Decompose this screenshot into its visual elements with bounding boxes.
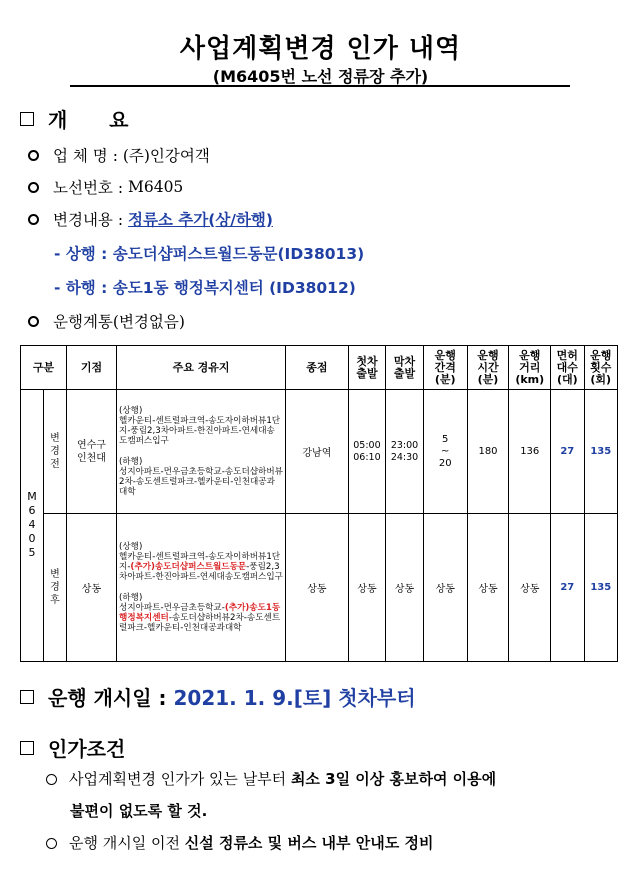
before-interval-mid: ~: [441, 445, 450, 457]
before-interval-top: 5: [442, 433, 449, 445]
after-via-up-a: 헬카운티-센트럴파크역-송도자이하버뷰1단지-: [119, 551, 281, 573]
bullet-circle-icon: [28, 182, 39, 193]
checkbox-square-icon: [20, 741, 34, 755]
route-table: [20, 345, 618, 662]
before-via-down-head: (하행): [119, 456, 143, 467]
after-via-up-head: (상행): [119, 541, 143, 552]
bullet-circle-icon: [28, 214, 39, 225]
conditions-heading-text: 인가조건: [48, 737, 126, 761]
conditions-heading: [20, 733, 125, 762]
change-item: [28, 208, 273, 230]
before-buses: 27: [551, 390, 584, 514]
condition-2: [46, 832, 433, 853]
route-id-vertical: [21, 390, 44, 662]
after-distance: 상동: [509, 514, 551, 662]
after-via-up-b: -풍림2,3차아파트-한진아파트-연세대송도캠퍼스입구: [119, 562, 283, 583]
operation-text: 운행계통(변경없음): [53, 313, 185, 331]
company-label: 업 체 명 :: [53, 147, 123, 165]
before-via-up: 헬카운티-센트럴파크역-송도자이하버뷰1단지-풍림2,3차아파트-한진아파트-연세대송도캠퍼스입구: [119, 415, 281, 447]
after-via-down-b: -송도더샵하버뷰2차-송도센트럴파크-헬카운티-인천대공과대학: [119, 612, 281, 634]
table-row-after: [21, 514, 618, 662]
after-label-text: 변경후: [50, 568, 60, 606]
start-value: 2021. 1. 9.[토] 첫차부터: [173, 686, 416, 710]
col-header: 기점: [66, 346, 116, 390]
checkbox-square-icon: [20, 112, 34, 126]
route-value: M6405: [127, 178, 184, 196]
condition-1-text: 사업계획변경 인가가 있는 날부터: [69, 770, 291, 788]
change-value: 정류소 추가(상/하행): [127, 211, 273, 229]
before-via: [117, 390, 286, 514]
route-label: 노선번호 :: [53, 179, 128, 197]
bullet-circle-icon: [28, 150, 39, 161]
after-last: 상동: [386, 514, 424, 662]
up-line: - 상행 : 송도더샵퍼스트월드동문(ID38013): [54, 245, 365, 263]
col-header: 구분: [21, 346, 67, 390]
before-label: [43, 390, 66, 514]
after-via-down: [119, 603, 283, 634]
after-interval: 상동: [423, 514, 467, 662]
after-via-up-added: (추가)송도더샵퍼스트월드동문: [130, 562, 247, 573]
after-via-down-added: (추가)송도1동행정복지센터: [119, 602, 281, 623]
before-last: 23:00 24:30: [386, 390, 424, 514]
before-via-down: 성지아파트-먼우금초등학교-송도더샵하버뷰2차-송도센트럴파크-헬카운티-인천대공과대학: [119, 466, 283, 498]
after-origin: 상동: [66, 514, 116, 662]
before-interval-bottom: 20: [438, 457, 452, 469]
after-via-up: [119, 552, 283, 583]
operation-item: [28, 310, 185, 332]
col-header: 면허 대수 (대): [551, 346, 584, 390]
col-header: 운행 횟수 (회): [584, 346, 618, 390]
after-via-down-a: 성지아파트-먼우금초등학교-: [119, 602, 225, 613]
start-label: 운행 개시일 :: [48, 686, 174, 710]
col-header: 첫차 출발: [348, 346, 386, 390]
col-header: 종점: [286, 346, 349, 390]
page-subtitle: (M6405번 노선 정류장 추가): [212, 67, 429, 86]
overview-heading: [20, 104, 128, 133]
overview-heading-text: 개 요: [48, 108, 129, 132]
before-interval: [423, 390, 467, 514]
after-via-down-head: (하행): [119, 592, 143, 603]
start-date: [20, 682, 416, 711]
down-line: - 하행 : 송도1동 행정복지센터 (ID38012): [54, 279, 356, 297]
after-label: [43, 514, 66, 662]
table-row-before: [21, 390, 618, 514]
condition-2-bold: 신설 정류소 및 버스 내부 안내도 정비: [184, 834, 434, 852]
page-title: 사업계획변경 인가 내역: [179, 34, 462, 64]
before-distance: 136: [509, 390, 551, 514]
col-header: 운행 시간 (분): [467, 346, 509, 390]
after-buses: 27: [551, 514, 584, 662]
before-first: 05:00 06:10: [348, 390, 386, 514]
table-header-row: [21, 346, 618, 390]
condition-1-bold: 최소 3일 이상 홍보하여 이용에: [290, 770, 497, 788]
col-header: 운행 간격 (분): [423, 346, 467, 390]
col-header: 막차 출발: [386, 346, 424, 390]
condition-2-text: 운행 개시일 이전: [69, 834, 185, 852]
bullet-circle-icon: [28, 316, 39, 327]
col-header: 운행 거리 (km): [509, 346, 551, 390]
before-terminus: 강남역: [286, 390, 349, 514]
before-label-text: 변경전: [50, 432, 60, 470]
title-divider: [70, 85, 570, 87]
after-duration: 상동: [467, 514, 509, 662]
col-header: 주요 경유지: [117, 346, 286, 390]
after-terminus: 상동: [286, 514, 349, 662]
before-trips: 135: [584, 390, 618, 514]
company-value: (주)인강여객: [122, 147, 210, 165]
condition-1: [46, 768, 496, 789]
condition-1-line2: [70, 800, 207, 821]
bullet-circle-icon: [46, 774, 57, 785]
route-item: [28, 176, 183, 198]
after-first: 상동: [348, 514, 386, 662]
before-duration: 180: [467, 390, 509, 514]
change-label: 변경내용 :: [53, 211, 128, 229]
after-via: [117, 514, 286, 662]
after-trips: 135: [584, 514, 618, 662]
bullet-circle-icon: [46, 838, 57, 849]
route-id-text: M6405: [27, 490, 37, 559]
condition-1-line2-text: 불편이 없도록 할 것.: [70, 802, 208, 820]
before-via-up-head: (상행): [119, 405, 143, 416]
before-origin: 연수구 인천대: [66, 390, 116, 514]
checkbox-square-icon: [20, 690, 34, 704]
company-item: [28, 144, 210, 166]
